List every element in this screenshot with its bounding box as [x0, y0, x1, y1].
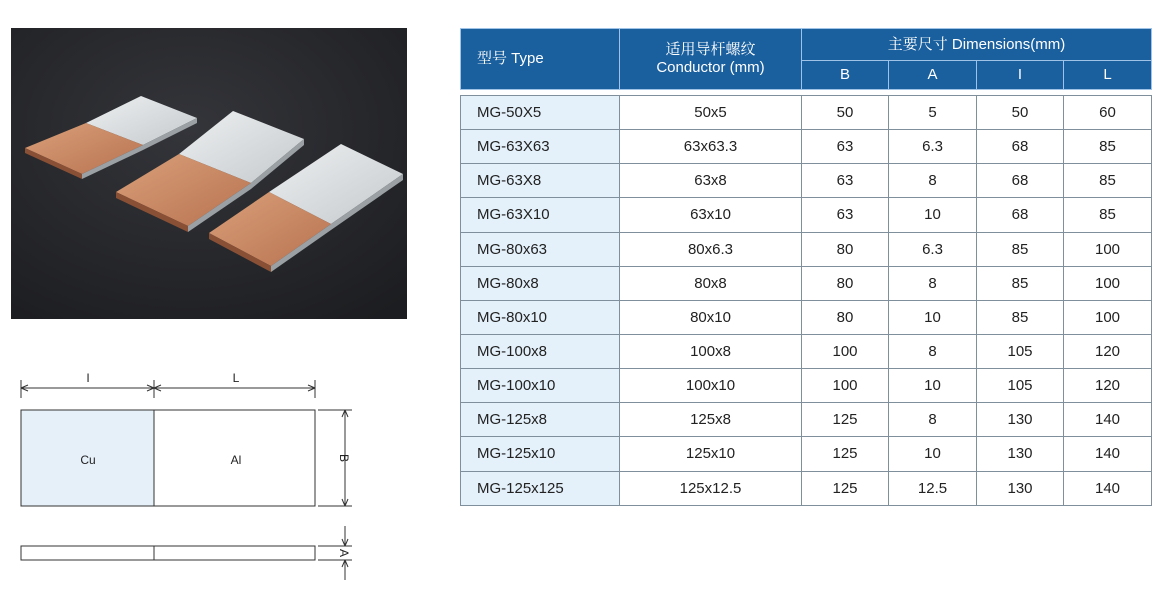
i-cell: 105 — [977, 369, 1064, 403]
type-cell: MG-125x125 — [461, 471, 620, 505]
type-cell: MG-63X10 — [461, 198, 620, 232]
a-cell: 8 — [889, 334, 977, 368]
table-row — [461, 130, 1152, 164]
header-row-1 — [461, 29, 1152, 61]
conductor-cell: 125x12.5 — [620, 471, 802, 505]
type-cell: MG-80x10 — [461, 300, 620, 334]
l-cell: 60 — [1064, 96, 1152, 130]
i-cell: 85 — [977, 266, 1064, 300]
type-cell: MG-125x8 — [461, 403, 620, 437]
table-row — [461, 437, 1152, 471]
a-cell: 12.5 — [889, 471, 977, 505]
a-cell: 6.3 — [889, 130, 977, 164]
type-cell: MG-80x8 — [461, 266, 620, 300]
i-cell: 85 — [977, 232, 1064, 266]
table-row — [461, 300, 1152, 334]
b-cell: 125 — [802, 437, 889, 471]
i-cell: 50 — [977, 96, 1064, 130]
a-cell: 10 — [889, 369, 977, 403]
dimension-drawing — [10, 368, 360, 588]
l-cell: 140 — [1064, 403, 1152, 437]
side-view-cu — [21, 546, 154, 560]
side-view-al — [154, 546, 315, 560]
b-cell: 80 — [802, 300, 889, 334]
a-cell: 8 — [889, 266, 977, 300]
spec-table — [460, 28, 1152, 506]
table-row — [461, 164, 1152, 198]
conductor-cell: 100x8 — [620, 334, 802, 368]
l-cell: 100 — [1064, 232, 1152, 266]
i-cell: 130 — [977, 403, 1064, 437]
product-photo — [11, 28, 407, 319]
l-cell: 120 — [1064, 334, 1152, 368]
dim-label-l: L — [232, 371, 240, 385]
col-header-l: L — [1064, 61, 1152, 90]
table-row — [461, 198, 1152, 232]
a-cell: 8 — [889, 403, 977, 437]
dim-label-b: B — [337, 453, 351, 463]
a-cell: 10 — [889, 198, 977, 232]
b-cell: 80 — [802, 266, 889, 300]
table-row — [461, 96, 1152, 130]
b-cell: 100 — [802, 369, 889, 403]
type-header: 型号 Type — [461, 29, 620, 90]
a-cell: 10 — [889, 300, 977, 334]
a-cell: 10 — [889, 437, 977, 471]
conductor-cell: 63x63.3 — [620, 130, 802, 164]
l-cell: 85 — [1064, 130, 1152, 164]
b-cell: 63 — [802, 198, 889, 232]
i-cell: 68 — [977, 164, 1064, 198]
conductor-cell: 100x10 — [620, 369, 802, 403]
type-cell: MG-63X8 — [461, 164, 620, 198]
b-cell: 50 — [802, 96, 889, 130]
i-cell: 105 — [977, 334, 1064, 368]
conductor-header-zh: 适用导杆螺纹 — [665, 41, 756, 58]
b-cell: 63 — [802, 164, 889, 198]
b-cell: 125 — [802, 403, 889, 437]
al-label: Al — [230, 453, 242, 467]
a-cell: 5 — [889, 96, 977, 130]
i-cell: 130 — [977, 437, 1064, 471]
conductor-cell: 125x10 — [620, 437, 802, 471]
conductor-header — [620, 29, 802, 90]
l-cell: 120 — [1064, 369, 1152, 403]
conductor-cell: 63x10 — [620, 198, 802, 232]
dim-label-a: A — [337, 548, 351, 558]
conductor-cell: 80x10 — [620, 300, 802, 334]
type-cell: MG-50X5 — [461, 96, 620, 130]
type-cell: MG-100x10 — [461, 369, 620, 403]
l-cell: 140 — [1064, 437, 1152, 471]
col-header-b: B — [802, 61, 889, 90]
table-row — [461, 266, 1152, 300]
conductor-cell: 80x6.3 — [620, 232, 802, 266]
table-row — [461, 369, 1152, 403]
l-cell: 85 — [1064, 198, 1152, 232]
l-cell: 140 — [1064, 471, 1152, 505]
type-cell: MG-100x8 — [461, 334, 620, 368]
a-cell: 6.3 — [889, 232, 977, 266]
conductor-header-en: Conductor (mm) — [656, 59, 765, 76]
i-cell: 130 — [977, 471, 1064, 505]
b-cell: 125 — [802, 471, 889, 505]
b-cell: 80 — [802, 232, 889, 266]
i-cell: 85 — [977, 300, 1064, 334]
l-cell: 100 — [1064, 266, 1152, 300]
table-row — [461, 403, 1152, 437]
table-row — [461, 232, 1152, 266]
conductor-cell: 50x5 — [620, 96, 802, 130]
b-cell: 63 — [802, 130, 889, 164]
cu-label: Cu — [80, 453, 96, 467]
col-header-a: A — [889, 61, 977, 90]
i-cell: 68 — [977, 198, 1064, 232]
l-cell: 85 — [1064, 164, 1152, 198]
conductor-cell: 80x8 — [620, 266, 802, 300]
i-cell: 68 — [977, 130, 1064, 164]
table-row — [461, 471, 1152, 505]
type-cell: MG-63X63 — [461, 130, 620, 164]
table-row — [461, 334, 1152, 368]
conductor-cell: 125x8 — [620, 403, 802, 437]
a-cell: 8 — [889, 164, 977, 198]
l-cell: 100 — [1064, 300, 1152, 334]
type-cell: MG-125x10 — [461, 437, 620, 471]
conductor-cell: 63x8 — [620, 164, 802, 198]
dim-label-i: I — [86, 371, 90, 385]
col-header-i: I — [977, 61, 1064, 90]
b-cell: 100 — [802, 334, 889, 368]
dimensions-header: 主要尺寸 Dimensions(mm) — [802, 29, 1152, 61]
type-cell: MG-80x63 — [461, 232, 620, 266]
